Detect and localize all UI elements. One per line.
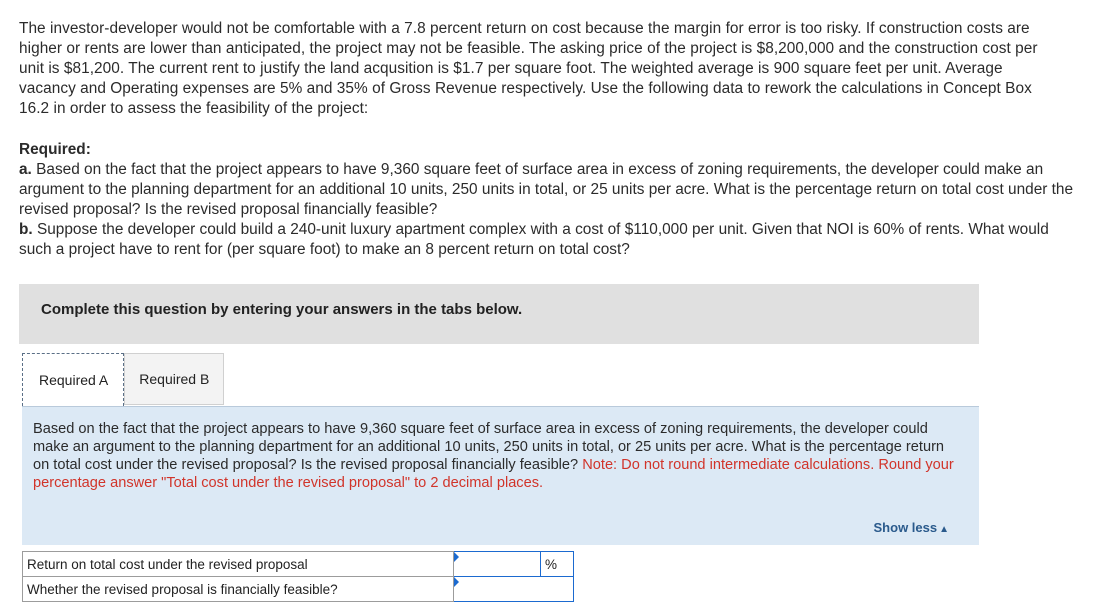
show-less-link[interactable] [874,520,949,535]
required-b-item [19,220,1079,260]
tab-bar [22,353,224,406]
answer-table [22,551,574,602]
required-heading: Required: [19,141,91,158]
required-a-item [19,160,1079,220]
tab-label: Required B [139,371,210,387]
required-b-label: b. [19,221,33,238]
row-label-feasible: Whether the revised proposal is financially feasible? [23,577,454,602]
required-a-text: Based on the fact that the project appears to have 9,360 square feet of surface area in excess of zoning requirements, the developer could make an argument to the planning department for an additional 10 units, 250 units in total, or 25 units per acre. What is the percentage return on total cost under the revised proposal? Is the revised proposal financially feasible? [19,161,1074,218]
required-section [19,140,1079,260]
instruction-banner [19,284,979,344]
input-marker-icon [454,552,459,562]
banner-text: Complete this question by entering your answers in the tabs below. [41,301,523,318]
table-row [23,552,574,577]
required-b-text: Suppose the developer could build a 240-unit luxury apartment complex with a cost of $110,000 per unit. Given that NOI is 60% of rents. What would such a project have to rent for (per square foot) to make an 8 percent return on total cost? [19,221,1049,258]
tab-label: Required A [39,372,109,388]
row-label-return: Return on total cost under the revised proposal [23,552,454,577]
percent-unit: % [541,552,574,577]
table-row [23,577,574,602]
feasibility-select[interactable] [454,577,573,601]
show-less-label: Show less [873,520,938,535]
return-input[interactable] [454,552,540,576]
triangle-up-icon: ▲ [939,524,949,535]
required-a-label: a. [19,161,32,178]
return-input-cell[interactable] [454,552,541,577]
tab-required-b[interactable] [124,353,224,405]
input-marker-icon [454,577,459,587]
panel-content [33,420,963,492]
question-intro: The investor-developer would not be comfortable with a 7.8 percent return on cost because the margin for error is too risky. If construction costs are higher or rents are lower than anticipated, the project may not be feasible. The asking price of the project is $8,200,000 and the construction cost per unit is $81,200. The current rent to justify the land acqusition is $1.7 per square foot. The weighted average is 900 square feet per unit. Average vacancy and Operating expenses are 5% and 35% of Gross Revenue respectively. Use the following data to rework the calculations in Concept Box 16.2 in order to assess the feasibility of the project: [19,20,1038,117]
panel-question-text: Based on the fact that the project appears to have 9,360 square feet of surface area in excess of zoning requirements, the developer could make an argument to the planning department for an additional 10 units, 250 units in total, or 25 units per acre. What is the percentage return on total cost under the revised proposal? Is the revised proposal financially feasible? [33,421,945,473]
panel-note: Note: Do not round intermediate calculations. Round your percentage answer "Total cost under the revised proposal" to 2 decimal places. [33,457,954,491]
tab-required-a[interactable] [22,353,124,406]
question-panel [22,406,979,545]
feasibility-select-cell[interactable] [454,577,574,602]
